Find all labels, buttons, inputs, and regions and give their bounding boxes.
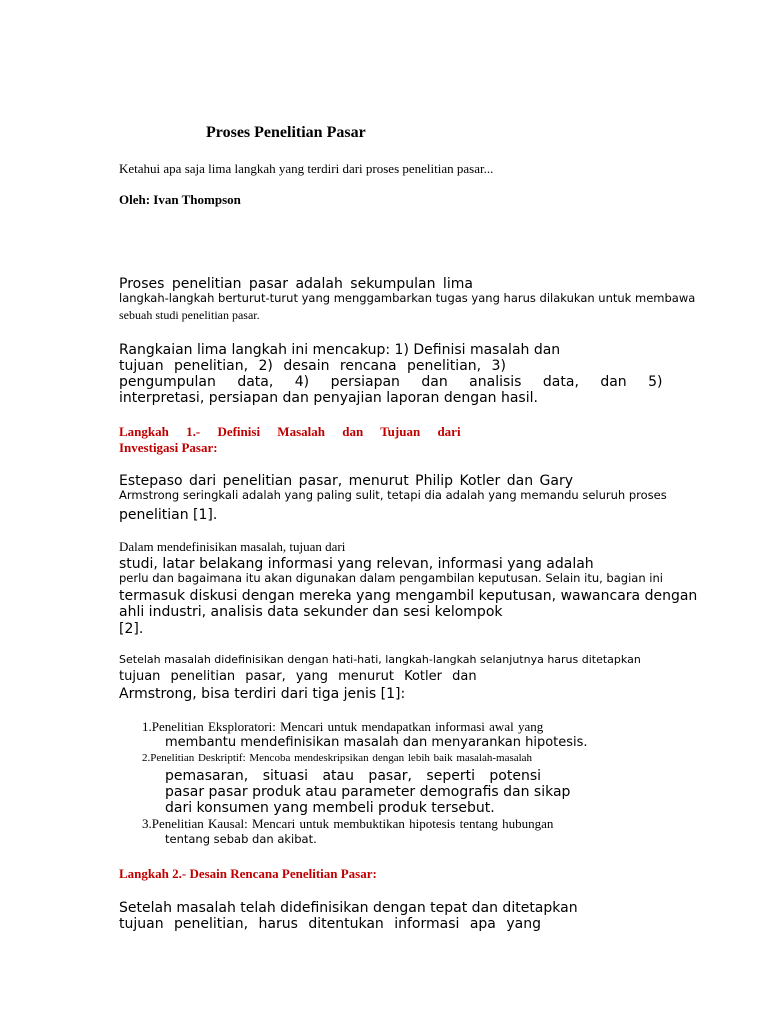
list-item: dari konsumen yang membeli produk tersebut. <box>165 800 495 816</box>
paragraph-line: langkah-langkah berturut-turut yang menggambarkan tugas yang harus dilakukan untuk membawa <box>119 291 696 305</box>
paragraph-line: Setelah masalah didefinisikan dengan hati-hati, langkah-langkah selanjutnya harus ditetapkan <box>119 653 641 666</box>
paragraph-line: termasuk diskusi dengan mereka yang mengambil keputusan, wawancara dengan <box>119 588 698 604</box>
paragraph-line: perlu dan bagaimana itu akan digunakan dalam pengambilan keputusan. Selain itu, bagian ini <box>119 571 663 585</box>
paragraph-line: pengumpulan data, 4) persiapan dan analisis data, dan 5) <box>119 374 663 390</box>
paragraph-line: interpretasi, persiapan dan penyajian laporan dengan hasil. <box>119 390 538 406</box>
list-item: membantu mendefinisikan masalah dan menyarankan hipotesis. <box>165 735 588 750</box>
paragraph-line: Setelah masalah telah didefinisikan dengan tepat dan ditetapkan <box>119 900 578 916</box>
document-subtitle: Ketahui apa saja lima langkah yang terdiri dari proses penelitian pasar... <box>119 161 494 176</box>
list-item: pasar pasar produk atau parameter demografis dan sikap <box>165 784 571 800</box>
paragraph-line: Armstrong seringkali adalah yang paling sulit, tetapi dia adalah yang memandu seluruh proses <box>119 488 667 502</box>
section-heading: Langkah 1.- Definisi Masalah dan Tujuan dari <box>119 424 461 439</box>
section-heading: Langkah 2.- Desain Rencana Penelitian Pasar: <box>119 866 377 881</box>
paragraph-line: penelitian [1]. <box>119 507 218 523</box>
paragraph-line: ahli industri, analisis data sekunder dan sesi kelompok <box>119 604 503 620</box>
paragraph-line: studi, latar belakang informasi yang relevan, informasi yang adalah <box>119 556 594 572</box>
paragraph-line: sebuah studi penelitian pasar. <box>119 308 260 322</box>
document-author: Oleh: Ivan Thompson <box>119 192 241 207</box>
section-heading: Investigasi Pasar: <box>119 440 218 455</box>
paragraph-line: Proses penelitian pasar adalah sekumpulan lima <box>119 276 473 292</box>
paragraph-line: tujuan penelitian pasar, yang menurut Kotler dan <box>119 669 477 684</box>
paragraph-line: Estepaso dari penelitian pasar, menurut Philip Kotler dan Gary <box>119 473 574 489</box>
list-item: 1.Penelitian Eksploratori: Mencari untuk mendapatkan informasi awal yang <box>142 719 544 734</box>
list-item: tentang sebab dan akibat. <box>165 832 317 846</box>
list-item: 2.Penelitian Deskriptif: Mencoba mendeskripsikan dengan lebih baik masalah-masalah <box>142 752 533 764</box>
paragraph-line: tujuan penelitian, 2) desain rencana penelitian, 3) <box>119 358 506 374</box>
paragraph-line: Armstrong, bisa terdiri dari tiga jenis [1]: <box>119 686 406 702</box>
list-item: 3.Penelitian Kausal: Mencari untuk membuktikan hipotesis tentang hubungan <box>142 816 554 831</box>
paragraph-line: tujuan penelitian, harus ditentukan informasi apa yang <box>119 916 541 932</box>
paragraph-line: Dalam mendefinisikan masalah, tujuan dari <box>119 539 346 554</box>
document-title: Proses Penelitian Pasar <box>206 124 366 141</box>
paragraph-line: Rangkaian lima langkah ini mencakup: 1) Definisi masalah dan <box>119 342 561 358</box>
list-item: pemasaran, situasi atau pasar, seperti potensi <box>165 768 542 784</box>
paragraph-line: [2]. <box>119 621 144 637</box>
